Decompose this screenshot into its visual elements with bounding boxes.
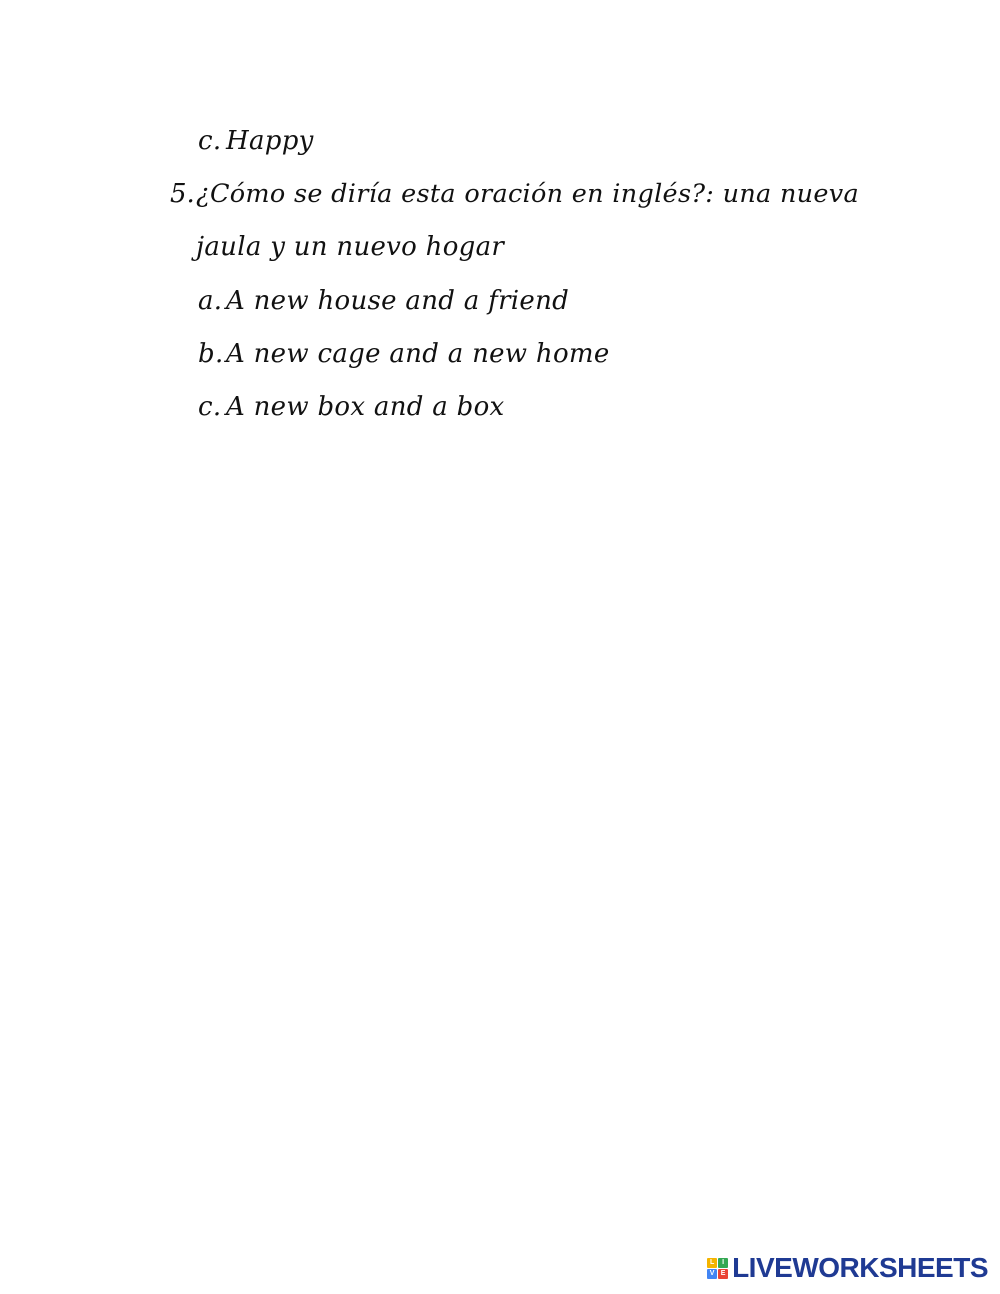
brand-name: LIVEWORKSHEETS [732,1252,988,1283]
option-text: Happy [226,126,314,156]
option-marker: c. [198,126,222,156]
option-c-previous [198,124,314,158]
option-marker: c. [198,392,222,422]
option-a [198,284,569,318]
footer-logo [707,1254,988,1282]
option-marker: a. [198,286,223,316]
logo-letter: E [718,1269,728,1279]
logo-letter: I [718,1258,728,1268]
question-text-line2: jaula y un nuevo hogar [196,232,505,262]
logo-letter: L [707,1258,717,1268]
option-text: A new house and a friend [226,286,570,316]
option-marker: b. [198,339,224,369]
logo-icon [707,1258,728,1279]
option-text: A new cage and a new home [226,339,610,369]
question-text-line1: ¿Cómo se diría esta oración en inglés?: una nueva [196,179,860,209]
option-text: A new box and a box [226,392,505,422]
option-c [198,390,505,424]
option-b [198,337,610,371]
logo-letter: V [707,1269,717,1279]
question-number: 5. [170,179,195,209]
